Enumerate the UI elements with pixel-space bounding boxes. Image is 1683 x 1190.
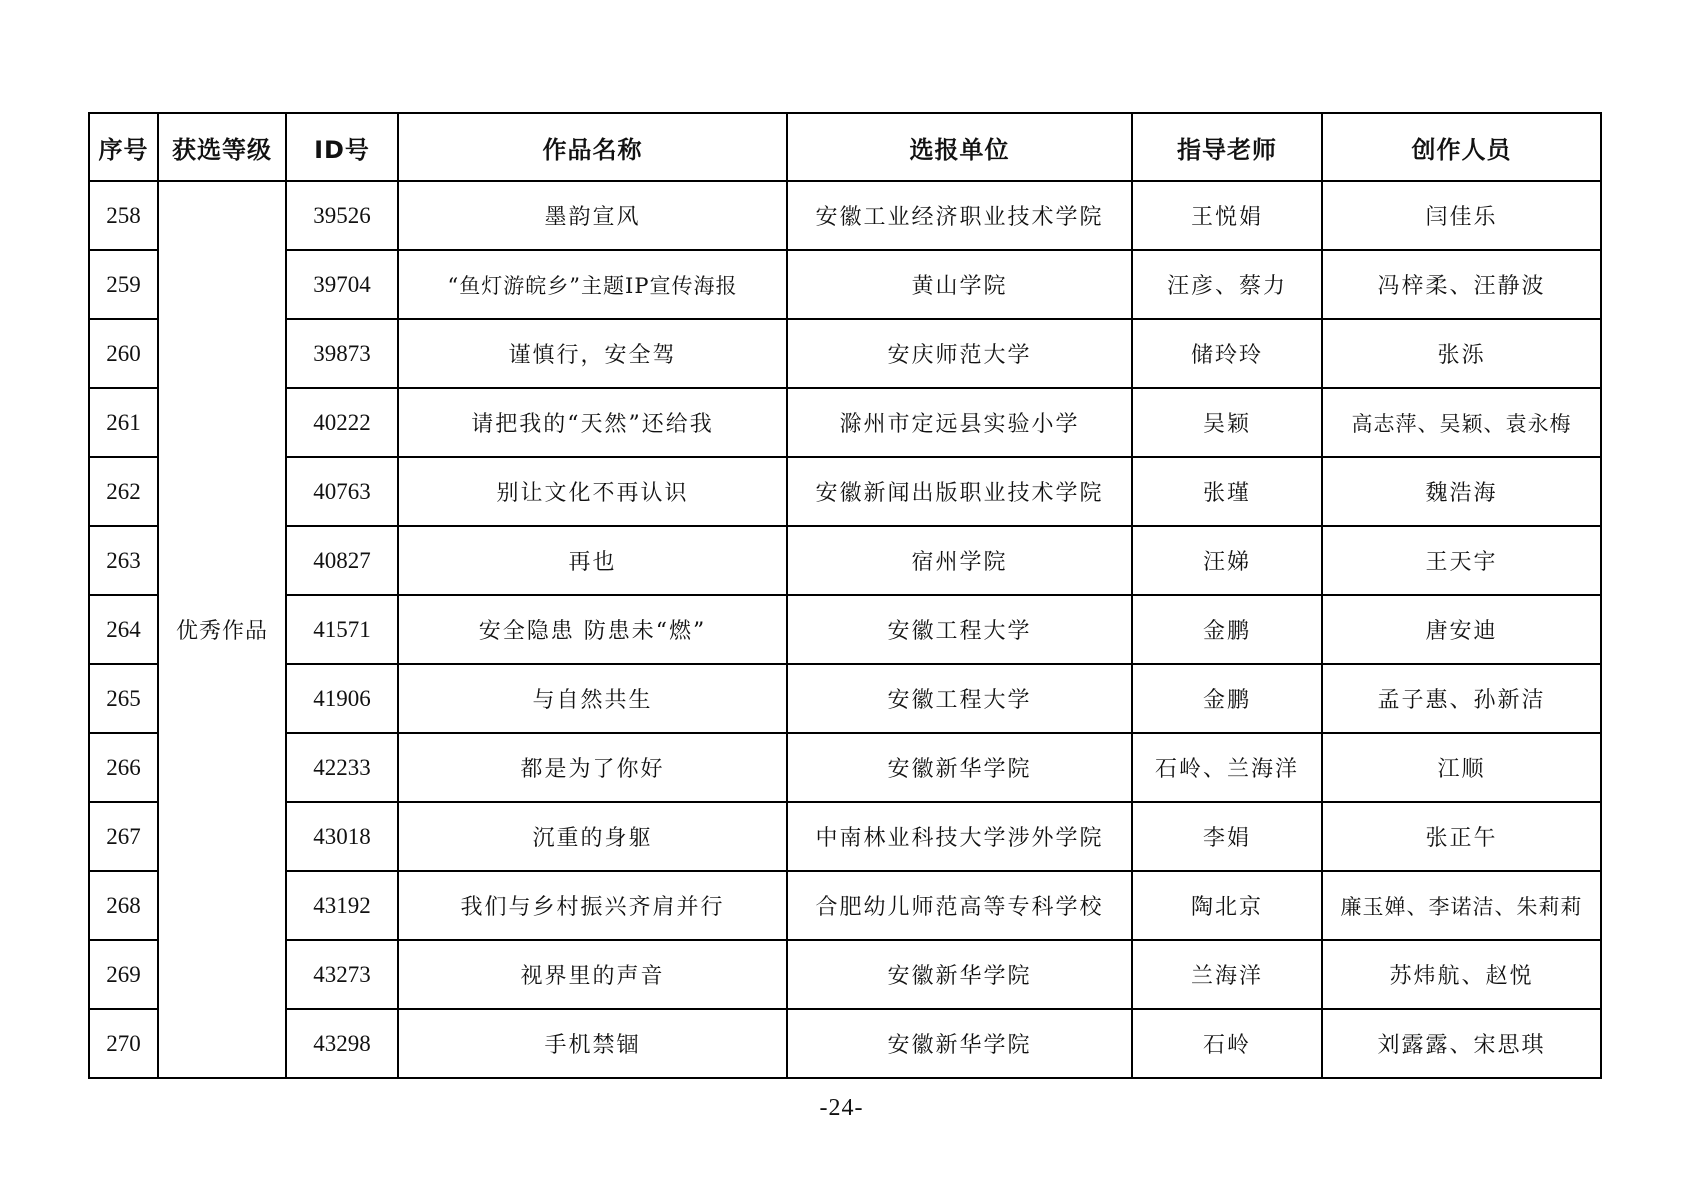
cell-seq: 259 <box>89 250 158 319</box>
header-id: ID号 <box>286 113 398 181</box>
cell-id: 39526 <box>286 181 398 250</box>
table-row <box>89 940 1601 1009</box>
cell-title: 安全隐患 防患未“燃” <box>398 595 787 664</box>
cell-advisor: 金鹏 <box>1132 664 1322 733</box>
table-row <box>89 871 1601 940</box>
cell-creators: 刘露露、宋思琪 <box>1322 1009 1601 1078</box>
awards-table <box>88 112 1602 1079</box>
cell-unit: 滁州市定远县实验小学 <box>787 388 1132 457</box>
cell-creators: 张正午 <box>1322 802 1601 871</box>
cell-creators: 张泺 <box>1322 319 1601 388</box>
cell-advisor: 兰海洋 <box>1132 940 1322 1009</box>
cell-seq: 267 <box>89 802 158 871</box>
cell-advisor: 陶北京 <box>1132 871 1322 940</box>
cell-creators: 孟子惠、孙新洁 <box>1322 664 1601 733</box>
cell-id: 41571 <box>286 595 398 664</box>
cell-title: 再也 <box>398 526 787 595</box>
table-row <box>89 181 1601 250</box>
cell-creators: 王天宇 <box>1322 526 1601 595</box>
cell-unit: 安徽新闻出版职业技术学院 <box>787 457 1132 526</box>
cell-unit: 黄山学院 <box>787 250 1132 319</box>
cell-title: 都是为了你好 <box>398 733 787 802</box>
header-unit: 选报单位 <box>787 113 1132 181</box>
cell-advisor: 石岭、兰海洋 <box>1132 733 1322 802</box>
cell-advisor: 李娟 <box>1132 802 1322 871</box>
cell-id: 42233 <box>286 733 398 802</box>
cell-advisor: 张瑾 <box>1132 457 1322 526</box>
cell-unit: 中南林业科技大学涉外学院 <box>787 802 1132 871</box>
table-row <box>89 733 1601 802</box>
cell-creators: 苏炜航、赵悦 <box>1322 940 1601 1009</box>
cell-seq: 258 <box>89 181 158 250</box>
cell-title: 与自然共生 <box>398 664 787 733</box>
cell-id: 40222 <box>286 388 398 457</box>
cell-id: 40763 <box>286 457 398 526</box>
cell-advisor: 金鹏 <box>1132 595 1322 664</box>
header-level: 获选等级 <box>158 113 286 181</box>
cell-seq: 266 <box>89 733 158 802</box>
cell-title: 墨韵宣风 <box>398 181 787 250</box>
header-title: 作品名称 <box>398 113 787 181</box>
cell-creators: 魏浩海 <box>1322 457 1601 526</box>
cell-creators: 闫佳乐 <box>1322 181 1601 250</box>
table-row <box>89 526 1601 595</box>
page-number: -24- <box>819 1095 864 1121</box>
cell-seq: 262 <box>89 457 158 526</box>
cell-advisor: 吴颖 <box>1132 388 1322 457</box>
cell-unit: 安徽工业经济职业技术学院 <box>787 181 1132 250</box>
cell-title: 别让文化不再认识 <box>398 457 787 526</box>
cell-level: 优秀作品 <box>158 181 286 1078</box>
cell-unit: 宿州学院 <box>787 526 1132 595</box>
cell-creators: 冯梓柔、汪静波 <box>1322 250 1601 319</box>
cell-advisor: 储玲玲 <box>1132 319 1322 388</box>
cell-creators: 高志萍、吴颖、袁永梅 <box>1322 388 1601 457</box>
cell-id: 41906 <box>286 664 398 733</box>
cell-id: 40827 <box>286 526 398 595</box>
cell-creators: 唐安迪 <box>1322 595 1601 664</box>
table-row <box>89 457 1601 526</box>
cell-creators: 廉玉婵、李诺洁、朱莉莉 <box>1322 871 1601 940</box>
cell-id: 39704 <box>286 250 398 319</box>
cell-advisor: 王悦娟 <box>1132 181 1322 250</box>
cell-title: 请把我的“天然”还给我 <box>398 388 787 457</box>
cell-title: 我们与乡村振兴齐肩并行 <box>398 871 787 940</box>
cell-seq: 270 <box>89 1009 158 1078</box>
cell-seq: 263 <box>89 526 158 595</box>
header-seq: 序号 <box>89 113 158 181</box>
table-row <box>89 388 1601 457</box>
table-header-row <box>89 113 1601 181</box>
cell-id: 43273 <box>286 940 398 1009</box>
cell-unit: 安庆师范大学 <box>787 319 1132 388</box>
cell-seq: 268 <box>89 871 158 940</box>
cell-advisor: 汪彦、蔡力 <box>1132 250 1322 319</box>
cell-unit: 安徽新华学院 <box>787 1009 1132 1078</box>
table-row <box>89 664 1601 733</box>
cell-unit: 安徽新华学院 <box>787 940 1132 1009</box>
cell-title: 沉重的身躯 <box>398 802 787 871</box>
cell-advisor: 汪娣 <box>1132 526 1322 595</box>
cell-seq: 264 <box>89 595 158 664</box>
cell-seq: 265 <box>89 664 158 733</box>
cell-creators: 江顺 <box>1322 733 1601 802</box>
table-row <box>89 319 1601 388</box>
cell-unit: 合肥幼儿师范高等专科学校 <box>787 871 1132 940</box>
cell-title: 手机禁锢 <box>398 1009 787 1078</box>
cell-title: 谨慎行，安全驾 <box>398 319 787 388</box>
table-row <box>89 1009 1601 1078</box>
table-row <box>89 802 1601 871</box>
cell-id: 39873 <box>286 319 398 388</box>
cell-seq: 261 <box>89 388 158 457</box>
cell-seq: 260 <box>89 319 158 388</box>
table-row <box>89 250 1601 319</box>
cell-unit: 安徽工程大学 <box>787 595 1132 664</box>
header-creators: 创作人员 <box>1322 113 1601 181</box>
cell-unit: 安徽新华学院 <box>787 733 1132 802</box>
cell-title: 视界里的声音 <box>398 940 787 1009</box>
cell-advisor: 石岭 <box>1132 1009 1322 1078</box>
cell-seq: 269 <box>89 940 158 1009</box>
header-advisor: 指导老师 <box>1132 113 1322 181</box>
table-row <box>89 595 1601 664</box>
cell-id: 43298 <box>286 1009 398 1078</box>
cell-unit: 安徽工程大学 <box>787 664 1132 733</box>
cell-title: “鱼灯游皖乡”主题IP宣传海报 <box>398 250 787 319</box>
cell-id: 43018 <box>286 802 398 871</box>
cell-id: 43192 <box>286 871 398 940</box>
